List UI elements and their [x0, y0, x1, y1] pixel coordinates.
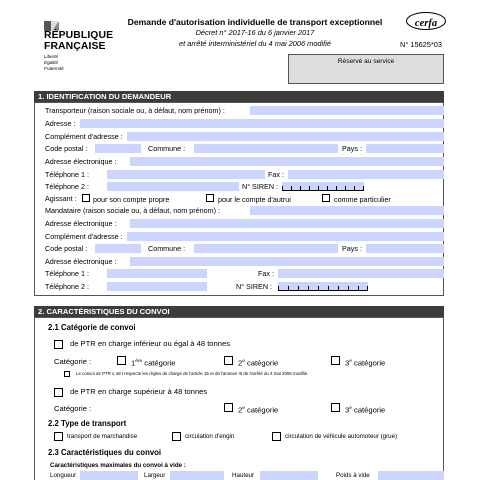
fax2-input[interactable]	[278, 269, 444, 278]
commune2-label: Commune :	[148, 244, 186, 253]
telephone1-label: Téléphone 1 :	[45, 170, 89, 179]
cat2-sup: e	[242, 359, 245, 364]
motto-egalite: Égalité	[44, 60, 59, 65]
compte-autrui-label: pour le compte d'autrui	[218, 195, 291, 204]
fax-input[interactable]	[288, 170, 444, 179]
decree-line: Décret n° 2017-16 du 6 janvier 2017	[195, 28, 315, 37]
cat2-num: 2	[238, 358, 243, 368]
categorie2-label: Catégorie :	[54, 404, 92, 413]
cerfa-logo-text: cerfa	[414, 18, 438, 29]
marchandise-checkbox[interactable]	[54, 432, 63, 441]
commune-label: Commune :	[148, 144, 186, 153]
cat2-checkbox[interactable]	[224, 356, 233, 365]
arrete-line: et arrêté interministériel du 4 mai 2006 modifié	[179, 39, 331, 48]
mandataire-label: Mandataire (raison sociale ou, à défaut, nom prénom) :	[45, 206, 220, 215]
motto-fraternite: Fraternité	[44, 66, 64, 71]
pays-label: Pays :	[342, 144, 362, 153]
siren2-input[interactable]	[278, 282, 368, 291]
transporteur-label: Transporteur (raison sociale ou, à défaut, nom prénom) :	[45, 106, 225, 115]
max-title: Caractéristiques maximales du convoi à vide :	[50, 462, 186, 469]
sub21-title: 2.1 Catégorie de convoi	[48, 323, 136, 332]
commune-input[interactable]	[194, 144, 338, 153]
largeur-label: Largeur	[144, 472, 166, 479]
pays-input[interactable]	[366, 144, 444, 153]
telephone1b-label: Téléphone 1 :	[45, 269, 89, 278]
agissant-label: Agissant :	[45, 194, 77, 203]
particulier-label: comme particulier	[334, 195, 391, 204]
ptr-low-label: de PTR en charge inférieur ou égal à 48 tonnes	[70, 339, 230, 348]
pays2-label: Pays :	[342, 244, 362, 253]
reserved-box	[288, 54, 444, 84]
cat3-text: catégorie	[351, 358, 386, 368]
transporteur-input[interactable]	[250, 106, 444, 115]
cat2b-sup: e	[242, 406, 245, 411]
ptr-note-label: Le convoi de PTR ≤ 48 t respecte les règles de charge de l'article 15 et de l'annexe III de l'arrêté du 4 mai 2006 modifié.	[76, 371, 309, 376]
cat3-label	[345, 357, 385, 369]
cat1-sup: ère	[135, 359, 143, 364]
ptr-low-checkbox[interactable]	[54, 340, 63, 349]
sub23-title: 2.3 Caractéristiques du convoi	[48, 448, 162, 457]
code-postal2-input[interactable]	[95, 244, 141, 253]
pays2-input[interactable]	[366, 244, 444, 253]
fax2-label: Fax :	[258, 269, 274, 278]
fax-label: Fax :	[268, 170, 284, 179]
cat1-checkbox[interactable]	[117, 356, 126, 365]
ptr-high-label: de PTR en charge supérieur à 48 tonnes	[70, 387, 208, 396]
engin-checkbox[interactable]	[172, 432, 181, 441]
compte-propre-checkbox[interactable]	[82, 194, 90, 202]
siren-label: N° SIREN :	[242, 182, 279, 191]
cat1-label	[131, 357, 176, 369]
marchandise-label: transport de marchandise	[67, 433, 138, 440]
telephone2-input[interactable]	[107, 182, 239, 191]
hauteur-label: Hauteur	[232, 472, 255, 479]
adresse-electronique3-input[interactable]	[130, 257, 444, 266]
adresse-label: Adresse :	[45, 119, 76, 128]
ptr-note-checkbox[interactable]	[64, 371, 70, 377]
cat3b-sup: e	[349, 406, 352, 411]
form-number: N° 15625*03	[400, 40, 442, 49]
adresse-electronique-input[interactable]	[130, 157, 444, 166]
telephone2-label: Téléphone 2 :	[45, 182, 89, 191]
engin-label: circulation d'engin	[185, 433, 235, 440]
categorie-label: Catégorie :	[54, 357, 92, 366]
telephone1-input[interactable]	[107, 170, 265, 179]
cat2b-text: catégorie	[244, 405, 279, 415]
reserved-label: Réservé au service	[337, 58, 395, 65]
siren2-label: N° SIREN :	[236, 282, 273, 291]
adresse-electronique2-label: Adresse électronique :	[45, 219, 117, 228]
form-title: Demande d'autorisation individuelle de transport exceptionnel	[127, 17, 383, 27]
compte-propre-label: pour son compte propre	[93, 195, 170, 204]
cat2-label	[238, 357, 278, 369]
longueur-input[interactable]	[80, 471, 138, 480]
sub22-title: 2.2 Type de transport	[48, 419, 127, 428]
adresse-electronique3-label: Adresse électronique :	[45, 257, 117, 266]
poids-input[interactable]	[378, 471, 444, 480]
cat2-text: catégorie	[244, 358, 279, 368]
code-postal-input[interactable]	[95, 144, 141, 153]
motto-liberte: Liberté	[44, 54, 59, 59]
cat2b-checkbox[interactable]	[224, 403, 233, 412]
marianne-logo	[44, 18, 66, 28]
complement-label: Complément d'adresse :	[45, 132, 123, 141]
largeur-input[interactable]	[170, 471, 224, 480]
complement2-input[interactable]	[127, 232, 444, 241]
hauteur-input[interactable]	[260, 471, 318, 480]
cat3b-text: catégorie	[351, 405, 386, 415]
code-postal-label: Code postal :	[45, 144, 88, 153]
adresse-input[interactable]	[80, 119, 444, 128]
vehicule-label: circulation de véhicule automoteur (grue)	[285, 433, 398, 440]
cerfa-logo	[406, 12, 446, 30]
cat1-num: 1	[131, 358, 136, 368]
republique-line1: RÉPUBLIQUE	[44, 30, 114, 41]
compte-autrui-checkbox[interactable]	[206, 194, 214, 202]
commune2-input[interactable]	[194, 244, 338, 253]
adresse-electronique2-input[interactable]	[130, 219, 444, 228]
complement-input[interactable]	[127, 132, 444, 141]
code-postal2-label: Code postal :	[45, 244, 88, 253]
cat3-checkbox[interactable]	[331, 356, 340, 365]
cat3b-checkbox[interactable]	[331, 403, 340, 412]
cat2b-label	[238, 404, 278, 416]
section1-title: 1. IDENTIFICATION DU DEMANDEUR	[34, 91, 444, 102]
vehicule-checkbox[interactable]	[272, 432, 281, 441]
poids-label: Poids à vide	[336, 472, 370, 479]
cat2b-num: 2	[238, 405, 243, 415]
telephone1b-input[interactable]	[107, 269, 207, 278]
cat3-num: 3	[345, 358, 350, 368]
ptr-high-checkbox[interactable]	[54, 388, 63, 397]
complement2-label: Complément d'adresse :	[45, 232, 123, 241]
section2-title: 2. CARACTÉRISTIQUES DU CONVOI	[34, 306, 444, 317]
cat3-sup: e	[349, 359, 352, 364]
telephone2b-label: Téléphone 2 :	[45, 282, 89, 291]
cat3b-label	[345, 404, 385, 416]
longueur-label: Longueur	[50, 472, 77, 479]
telephone2b-input[interactable]	[107, 282, 207, 291]
siren-input[interactable]	[282, 182, 364, 191]
cat3b-num: 3	[345, 405, 350, 415]
adresse-electronique-label: Adresse électronique :	[45, 157, 117, 166]
particulier-checkbox[interactable]	[322, 194, 330, 202]
mandataire-input[interactable]	[250, 206, 444, 215]
republique-line2: FRANÇAISE	[44, 41, 106, 52]
cat1-text: catégorie	[142, 358, 176, 368]
